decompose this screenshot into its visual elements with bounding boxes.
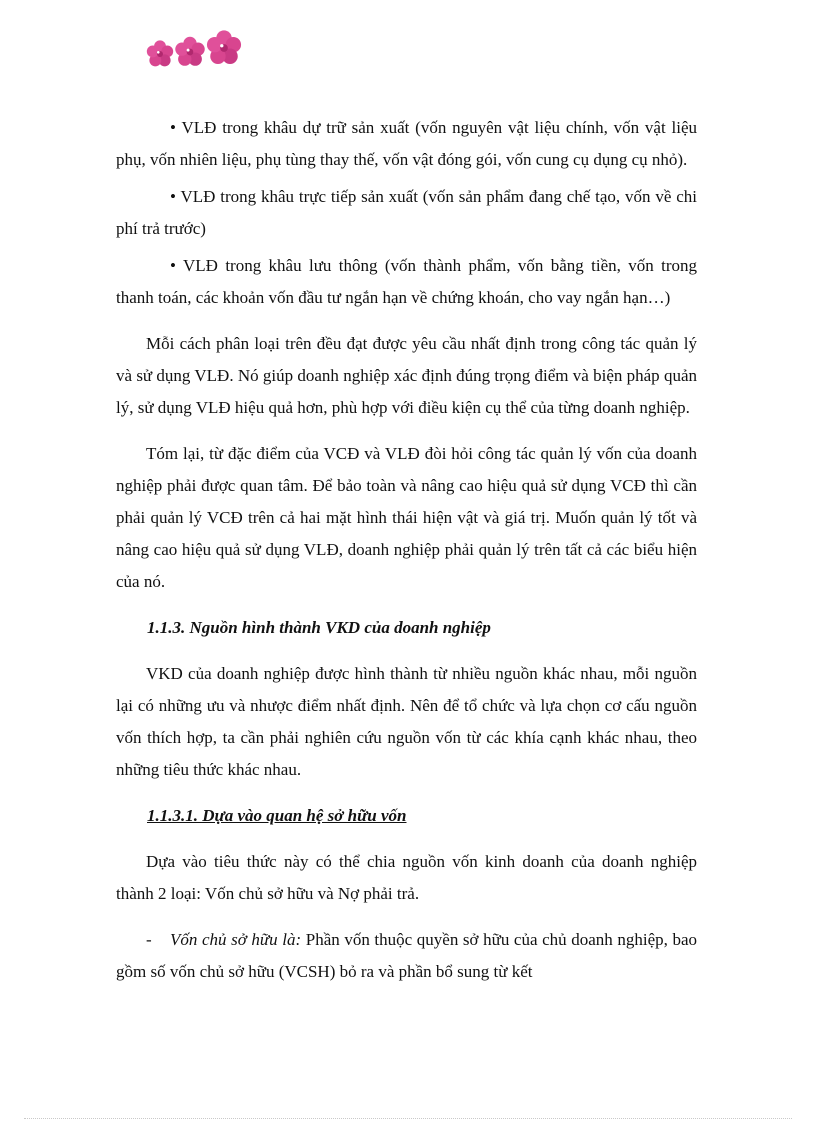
flower-2 [175, 37, 204, 66]
document-body [116, 112, 697, 988]
bullet-item: • VLĐ trong khâu trực tiếp sản xuất (vốn sản phẩm đang chế tạo, vốn về chi phí trả trước) [116, 187, 697, 238]
definition-paragraph: - Vốn chủ sở hữu là: Phần vốn thuộc quyền sở hữu của chủ doanh nghiệp, bao gồm số vốn chủ sở hữu (VCSH) bỏ ra và phần bổ sung từ kết [116, 930, 698, 981]
pink-flowers-icon [140, 30, 250, 70]
flower-3 [207, 30, 241, 64]
section-heading: 1.1.3. Nguồn hình thành VKD của doanh nghiệp [147, 618, 491, 637]
bullet-item: • VLĐ trong khâu dự trữ sản xuất (vốn nguyên vật liệu chính, vốn vật liệu phụ, vốn nhiên liệu, phụ tùng thay thế, vốn vật đóng gói, vốn cung cụ dụng cụ nhỏ). [116, 118, 697, 169]
paragraph: Dựa vào tiêu thức này có thể chia nguồn vốn kinh doanh của doanh nghiệp thành 2 loại: Vốn chủ sở hữu và Nợ phải trả. [116, 852, 697, 903]
bullet-item: • VLĐ trong khâu lưu thông (vốn thành phẩm, vốn bằng tiền, vốn trong thanh toán, các khoản vốn đầu tư ngắn hạn về chứng khoán, cho vay ngắn hạn…) [116, 256, 697, 307]
flower-1 [147, 40, 173, 66]
paragraph: Mỗi cách phân loại trên đều đạt được yêu cầu nhất định trong công tác quản lý và sử dụng VLĐ. Nó giúp doanh nghiệp xác định đúng trọng điểm và biện pháp quản lý, sử dụng VLĐ hiệu quả hơn, phù hợp với điều kiện cụ thể của từng doanh nghiệp. [116, 334, 697, 417]
page-bottom-border [24, 1118, 792, 1119]
paragraph: Tóm lại, từ đặc điểm của VCĐ và VLĐ đòi hỏi công tác quản lý vốn của doanh nghiệp phải được quan tâm. Để bảo toàn và nâng cao hiệu quả sử dụng VCĐ thì cần phải quản lý VCĐ trên cả hai mặt hình thái hiện vật và giá trị. Muốn quản lý tốt và nâng cao hiệu quả sử dụng VLĐ, doanh nghiệp phải quản lý trên tất cả các biểu hiện của nó. [116, 444, 697, 591]
definition-term: Vốn chủ sở hữu là: [170, 930, 302, 949]
subsection-heading: 1.1.3.1. Dựa vào quan hệ sở hữu vốn [147, 806, 407, 825]
paragraph: VKD của doanh nghiệp được hình thành từ nhiều nguồn khác nhau, mỗi nguồn lại có những ưu và nhược điểm nhất định. Nên để tổ chức và lựa chọn cơ cấu nguồn vốn thích hợp, ta cần phải nghiên cứu nguồn vốn từ các khía cạnh khác nhau, theo những tiêu thức khác nhau. [116, 664, 697, 779]
